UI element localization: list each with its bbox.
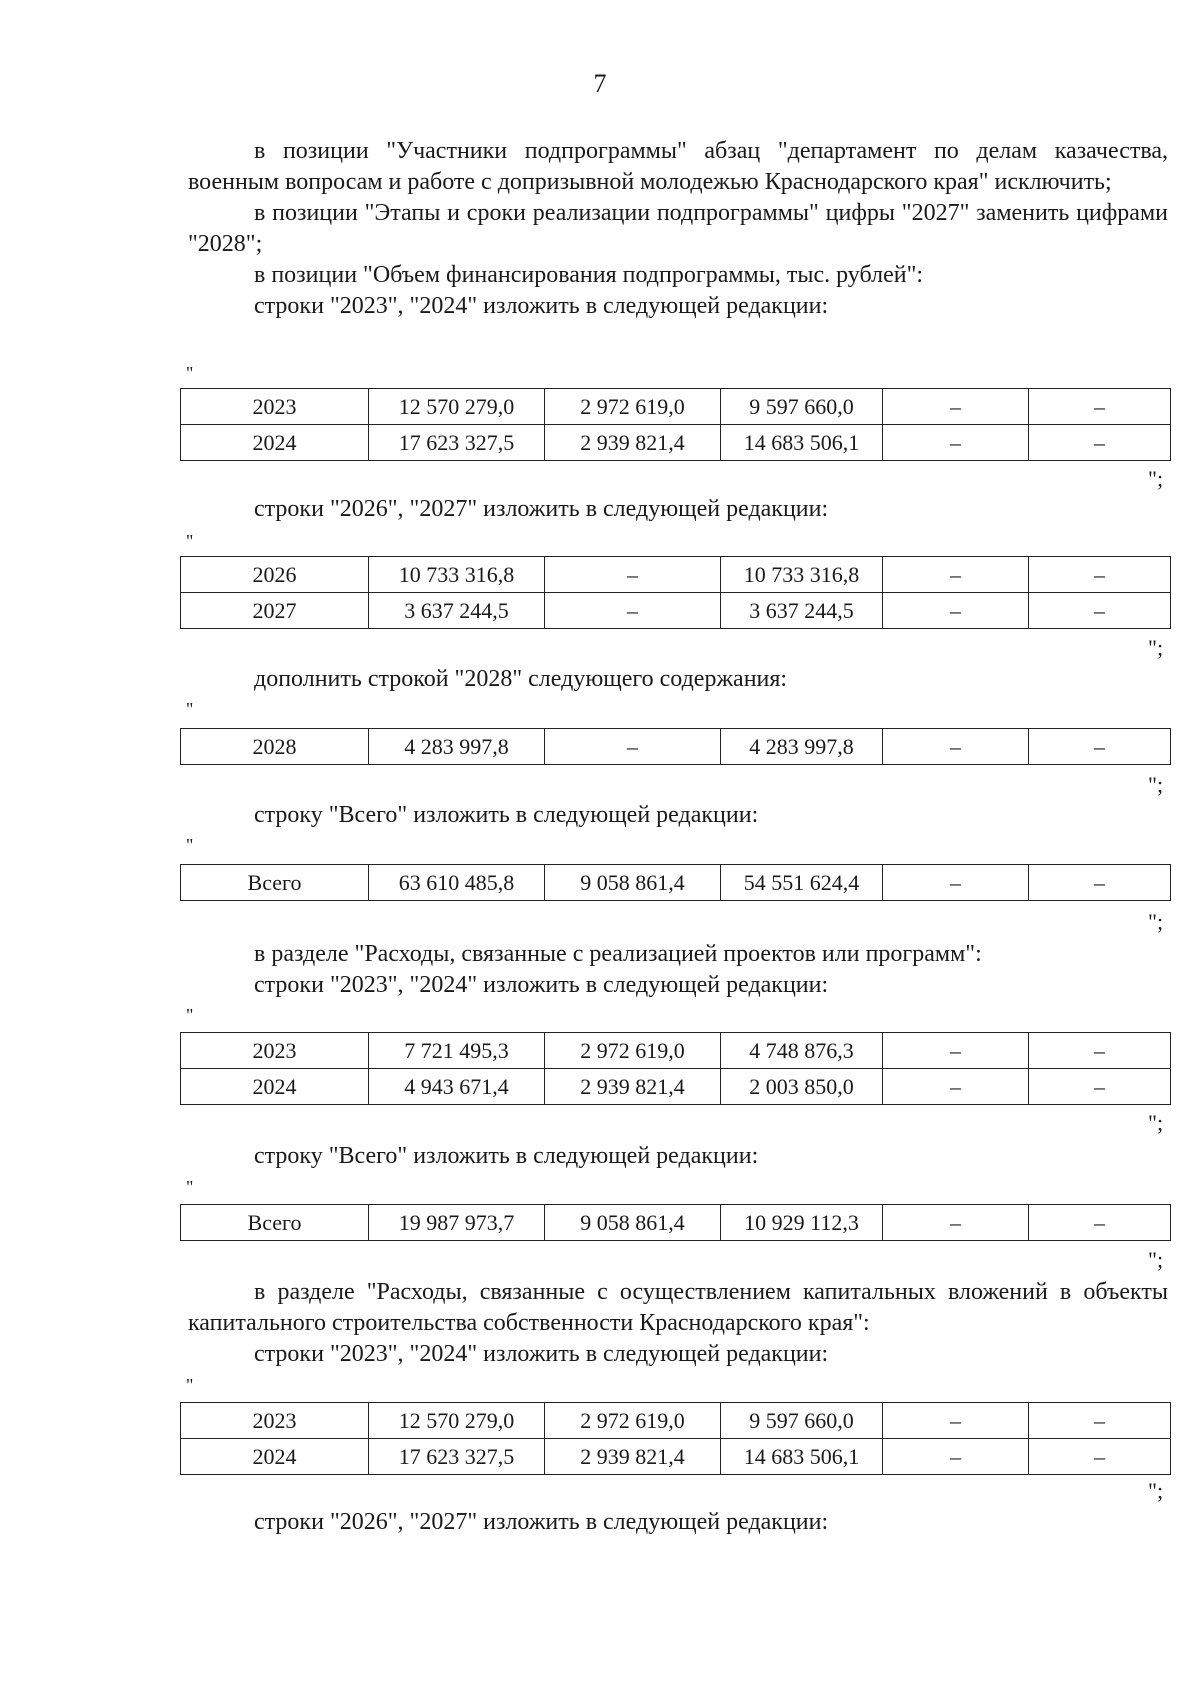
amount-cell: –	[1029, 593, 1171, 629]
amount-cell: –	[1029, 425, 1171, 461]
amount-cell: 10 733 316,8	[721, 557, 883, 593]
amount-cell: –	[1029, 1033, 1171, 1069]
amount-cell: 14 683 506,1	[721, 425, 883, 461]
paragraph-block	[188, 136, 1168, 322]
amount-cell: 9 058 861,4	[545, 1205, 721, 1241]
paragraph-block	[188, 1141, 1168, 1172]
table-row	[181, 1439, 1171, 1475]
paragraph: в позиции "Участники подпрограммы" абзац "департамент по делам казачества, военным вопросам и работе с допризывной молодежью Краснодарского края" исключить;	[188, 138, 1168, 195]
paragraph: строки "2023", "2024" изложить в следующей редакции:	[254, 972, 829, 998]
paragraph: строки "2023", "2024" изложить в следующей редакции:	[254, 1341, 829, 1367]
amount-cell: 19 987 973,7	[369, 1205, 545, 1241]
amount-cell: –	[883, 389, 1029, 425]
year-cell: 2024	[181, 1439, 369, 1475]
amount-cell: 17 623 327,5	[369, 1439, 545, 1475]
table-row	[181, 1033, 1171, 1069]
amount-cell: –	[1029, 1205, 1171, 1241]
amount-cell: 4 943 671,4	[369, 1069, 545, 1105]
amount-cell: 9 597 660,0	[721, 1403, 883, 1439]
year-cell: 2023	[181, 1033, 369, 1069]
amount-cell: 2 939 821,4	[545, 425, 721, 461]
amount-cell: 12 570 279,0	[369, 389, 545, 425]
financing-table	[180, 728, 1171, 765]
financing-table	[180, 1402, 1171, 1475]
open-quote: "	[186, 1177, 194, 1197]
amount-cell: –	[883, 1033, 1029, 1069]
table-row	[181, 1205, 1171, 1241]
amount-cell: –	[883, 1069, 1029, 1105]
amount-cell: –	[883, 865, 1029, 901]
amount-cell: 4 748 876,3	[721, 1033, 883, 1069]
amount-cell: 2 939 821,4	[545, 1069, 721, 1105]
amount-cell: 2 939 821,4	[545, 1439, 721, 1475]
table-row	[181, 1069, 1171, 1105]
financing-table	[180, 864, 1171, 901]
amount-cell: –	[883, 593, 1029, 629]
year-cell: 2027	[181, 593, 369, 629]
amount-cell: –	[1029, 389, 1171, 425]
amount-cell: 7 721 495,3	[369, 1033, 545, 1069]
paragraph: в разделе "Расходы, связанные с осуществлением капитальных вложений в объекты капитального строительства собственности Краснодарского края":	[188, 1279, 1168, 1336]
amount-cell: –	[1029, 1403, 1171, 1439]
open-quote: "	[186, 835, 194, 855]
amount-cell: 3 637 244,5	[369, 593, 545, 629]
amount-cell: 9 597 660,0	[721, 389, 883, 425]
table-row	[181, 865, 1171, 901]
amount-cell: –	[883, 1403, 1029, 1439]
paragraph-block	[188, 664, 1168, 695]
amount-cell: –	[1029, 1439, 1171, 1475]
paragraph-block	[188, 800, 1168, 831]
amount-cell: 4 283 997,8	[369, 729, 545, 765]
amount-cell: 9 058 861,4	[545, 865, 721, 901]
amount-cell: 4 283 997,8	[721, 729, 883, 765]
table-row	[181, 1403, 1171, 1439]
paragraph: в позиции "Объем финансирования подпрограммы, тыс. рублей":	[254, 262, 924, 288]
paragraph-block	[188, 939, 1168, 1001]
paragraph-block	[188, 494, 1168, 525]
close-quote: ";	[1148, 909, 1164, 934]
table-row	[181, 729, 1171, 765]
paragraph: строки "2023", "2024" изложить в следующей редакции:	[254, 293, 829, 319]
amount-cell: 17 623 327,5	[369, 425, 545, 461]
amount-cell: –	[1029, 557, 1171, 593]
open-quote: "	[186, 699, 194, 719]
amount-cell: 63 610 485,8	[369, 865, 545, 901]
close-quote: ";	[1148, 466, 1164, 491]
paragraph: строки "2026", "2027" изложить в следующей редакции:	[254, 496, 829, 522]
amount-cell: 10 929 112,3	[721, 1205, 883, 1241]
financing-table	[180, 1204, 1171, 1241]
amount-cell: –	[883, 729, 1029, 765]
paragraph: в позиции "Этапы и сроки реализации подпрограммы" цифры "2027" заменить цифрами "2028";	[188, 200, 1168, 257]
amount-cell: 14 683 506,1	[721, 1439, 883, 1475]
year-cell: 2024	[181, 425, 369, 461]
amount-cell: 2 972 619,0	[545, 1033, 721, 1069]
amount-cell: 2 972 619,0	[545, 389, 721, 425]
amount-cell: –	[883, 557, 1029, 593]
amount-cell: –	[883, 425, 1029, 461]
table-row	[181, 389, 1171, 425]
amount-cell: –	[1029, 729, 1171, 765]
year-cell: 2023	[181, 1403, 369, 1439]
amount-cell: –	[883, 1205, 1029, 1241]
table-row	[181, 557, 1171, 593]
paragraph: строки "2026", "2027" изложить в следующей редакции:	[254, 1509, 829, 1535]
paragraph-block	[188, 1507, 1168, 1538]
year-cell: Всего	[181, 865, 369, 901]
paragraph: в разделе "Расходы, связанные с реализацией проектов или программ":	[254, 941, 982, 967]
close-quote: ";	[1148, 1247, 1164, 1272]
paragraph-block	[188, 1277, 1168, 1370]
amount-cell: 3 637 244,5	[721, 593, 883, 629]
amount-cell: –	[545, 557, 721, 593]
amount-cell: 2 003 850,0	[721, 1069, 883, 1105]
amount-cell: –	[1029, 1069, 1171, 1105]
amount-cell: 12 570 279,0	[369, 1403, 545, 1439]
open-quote: "	[186, 531, 194, 551]
financing-table	[180, 388, 1171, 461]
financing-table	[180, 1032, 1171, 1105]
amount-cell: 2 972 619,0	[545, 1403, 721, 1439]
amount-cell: –	[883, 1439, 1029, 1475]
year-cell: 2026	[181, 557, 369, 593]
close-quote: ";	[1148, 1478, 1164, 1503]
year-cell: 2023	[181, 389, 369, 425]
amount-cell: 54 551 624,4	[721, 865, 883, 901]
paragraph: строку "Всего" изложить в следующей редакции:	[254, 1143, 759, 1169]
page-number: 7	[593, 69, 607, 98]
table-row	[181, 593, 1171, 629]
amount-cell: –	[545, 729, 721, 765]
year-cell: Всего	[181, 1205, 369, 1241]
amount-cell: –	[545, 593, 721, 629]
open-quote: "	[186, 1375, 194, 1395]
open-quote: "	[186, 363, 194, 383]
financing-table	[180, 556, 1171, 629]
paragraph: дополнить строкой "2028" следующего содержания:	[254, 666, 788, 692]
open-quote: "	[186, 1005, 194, 1025]
amount-cell: 10 733 316,8	[369, 557, 545, 593]
amount-cell: –	[1029, 865, 1171, 901]
paragraph: строку "Всего" изложить в следующей редакции:	[254, 802, 759, 828]
year-cell: 2024	[181, 1069, 369, 1105]
close-quote: ";	[1148, 635, 1164, 660]
close-quote: ";	[1148, 1110, 1164, 1135]
table-row	[181, 425, 1171, 461]
year-cell: 2028	[181, 729, 369, 765]
close-quote: ";	[1148, 772, 1164, 797]
